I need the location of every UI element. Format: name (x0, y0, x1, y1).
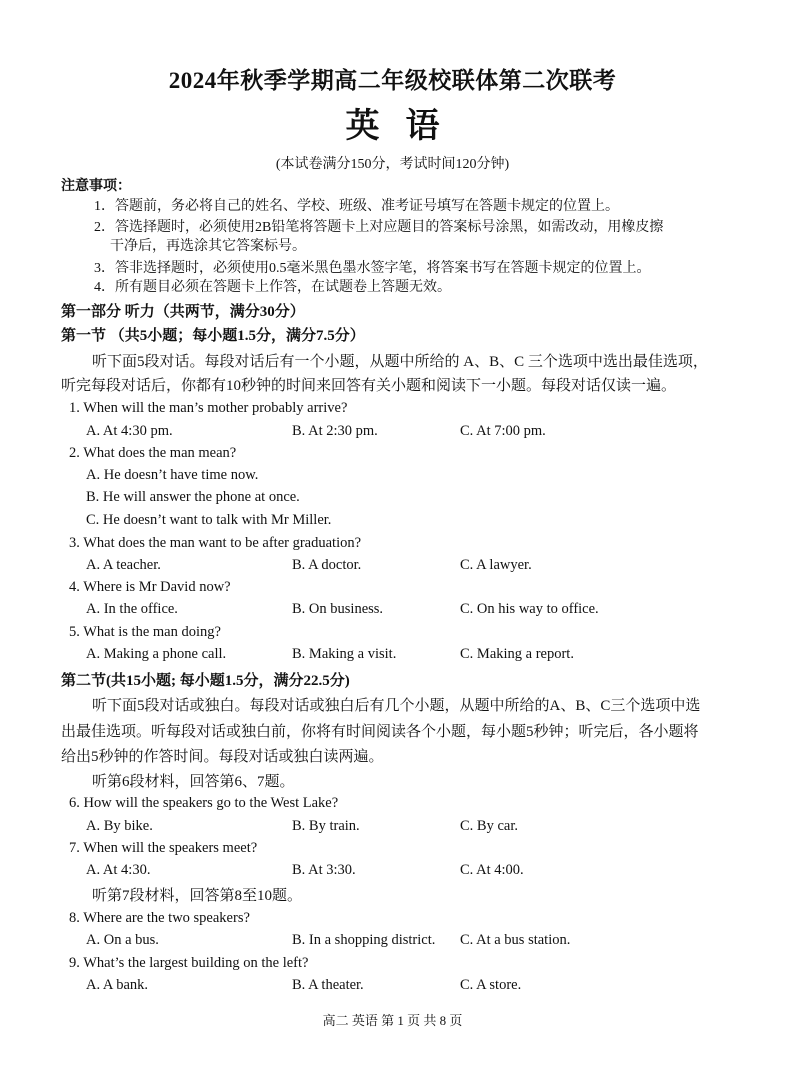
exam-meta: (本试卷满分150分，考试时间120分钟) (275, 157, 510, 172)
section2-instructions: 听下面5段对话或独白。每段对话或独白后有几个小题，从题中所给的A、B、C三个选项中选 (92, 698, 701, 714)
option-b: B. At 2:30 pm. (292, 423, 378, 439)
material-note-7: 听第7段材料，回答第8至10题。 (92, 888, 303, 904)
option-a: A. At 4:30. (86, 862, 151, 878)
option-c: C. A store. (460, 977, 522, 993)
option-b: B. On business. (292, 601, 384, 617)
subject-title: 英语 (345, 106, 466, 146)
notice-item: 干净后，再选涂其它答案标号。 (110, 239, 306, 254)
question-8: 8. Where are the two speakers? (69, 910, 250, 926)
option-a: A. On a bus. (86, 932, 159, 948)
option-a: A. A teacher. (86, 557, 161, 573)
option-c: C. On his way to office. (460, 601, 599, 617)
option-c: C. At 7:00 pm. (460, 423, 546, 439)
question-3: 3. What does the man want to be after graduation? (69, 535, 362, 551)
option-c: C. Making a report. (460, 646, 574, 662)
option-c: C. At a bus station. (460, 932, 571, 948)
question-7: 7. When will the speakers meet? (69, 840, 258, 856)
option-c: C. At 4:00. (460, 862, 524, 878)
question-4: 4. Where is Mr David now? (69, 579, 231, 595)
option-c: C. A lawyer. (460, 557, 532, 573)
section1-instructions: 听完每段对话后，你都有10秒钟的时间来回答有关小题和阅读下一小题。每段对话仅读一遍。 (61, 378, 677, 394)
notice-item: 2．答选择题时，必须使用2B铅笔将答题卡上对应题目的答案标号涂黑，如需改动，用橡皮擦 (94, 220, 664, 235)
option-b: B. In a shopping district. (292, 932, 436, 948)
option-a: A. At 4:30 pm. (86, 423, 173, 439)
option-b: B. A theater. (292, 977, 364, 993)
notice-heading: 注意事项： (61, 179, 131, 194)
option-a: A. In the office. (86, 601, 178, 617)
option-c: C. By car. (460, 818, 518, 834)
option-a: A. He doesn’t have time now. (86, 467, 259, 483)
section1-instructions: 听下面5段对话。每段对话后有一个小题，从题中所给的 A、B、C 三个选项中选出最佳选项， (92, 354, 708, 370)
option-a: A. A bank. (86, 977, 149, 993)
section1-heading: 第一节 （共5小题；每小题1.5分，满分7.5分） (61, 328, 365, 344)
section2-instructions: 出最佳选项。听每段对话或独白前，你将有时间阅读各个小题，每小题5秒钟；听完后，各小题将 (61, 724, 699, 740)
option-c: C. He doesn’t want to talk with Mr Miller. (86, 512, 332, 528)
question-5: 5. What is the man doing? (69, 624, 221, 640)
option-b: B. A doctor. (292, 557, 362, 573)
question-9: 9. What’s the largest building on the left? (69, 955, 309, 971)
question-2: 2. What does the man mean? (69, 445, 237, 461)
option-b: B. Making a visit. (292, 646, 397, 662)
notice-item: 3．答非选择题时，必须使用0.5毫米黑色墨水签字笔，将答案书写在答题卡规定的位置上。 (94, 261, 651, 276)
notice-item: 1．答题前，务必将自己的姓名、学校、班级、准考证号填写在答题卡规定的位置上。 (94, 199, 619, 214)
section2-instructions: 给出5秒钟的作答时间。每段对话或独白读两遍。 (61, 749, 384, 765)
notice-item: 4．所有题目必须在答题卡上作答，在试题卷上答题无效。 (94, 280, 451, 295)
exam-title: 2024年秋季学期高二年级校联体第二次联考 (168, 68, 617, 93)
question-1: 1. When will the man’s mother probably arrive? (69, 400, 348, 416)
page-footer: 高二 英语 第 1 页 共 8 页 (322, 1013, 463, 1028)
option-a: A. By bike. (86, 818, 153, 834)
option-a: A. Making a phone call. (86, 646, 227, 662)
question-6: 6. How will the speakers go to the West Lake? (69, 795, 339, 811)
option-b: B. He will answer the phone at once. (86, 489, 300, 505)
option-b: B. By train. (292, 818, 360, 834)
section2-heading: 第二节(共15小题; 每小题1.5分，满分22.5分) (61, 673, 350, 689)
option-b: B. At 3:30. (292, 862, 356, 878)
material-note-6: 听第6段材料，回答第6、7题。 (92, 774, 295, 790)
part1-heading: 第一部分 听力（共两节，满分30分） (61, 304, 305, 320)
